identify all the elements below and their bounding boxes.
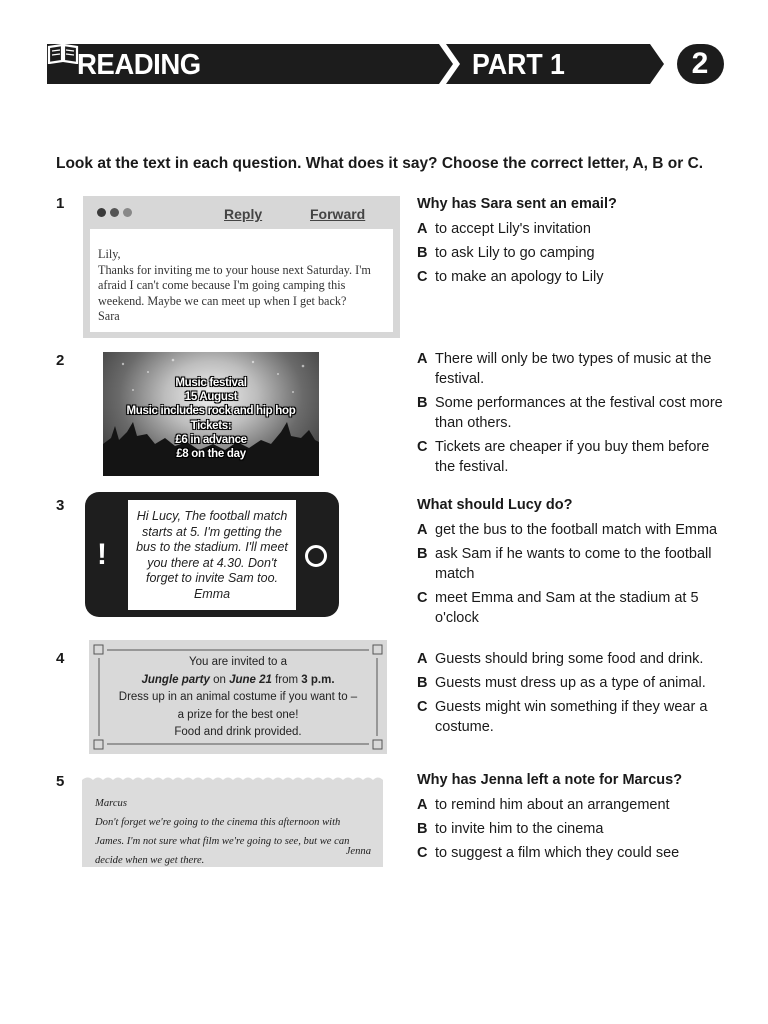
window-dot-icon xyxy=(123,208,132,217)
answer-options xyxy=(417,219,727,291)
poster-line: 15 August xyxy=(184,391,238,404)
note-signature: Jenna xyxy=(345,846,371,857)
option-c[interactable]: C Tickets are cheaper if you buy them before the festival. xyxy=(417,439,710,475)
note-torn-edge xyxy=(82,774,383,784)
section-banner xyxy=(47,44,724,84)
note-text xyxy=(95,794,371,870)
invite-line-4: a prize for the best one! xyxy=(177,708,299,721)
invite-line-3: Dress up in an animal costume if you want to – xyxy=(118,691,358,703)
question-prompt: Why has Jenna left a note for Marcus? xyxy=(417,772,683,788)
option-a[interactable]: A There will only be two types of music at the festival. xyxy=(417,351,712,387)
forward-link[interactable]: Forward xyxy=(310,206,366,222)
question-number: 3 xyxy=(56,497,65,514)
question-number: 5 xyxy=(56,773,65,790)
option-c[interactable]: C to make an apology to Lily xyxy=(417,269,604,285)
message-body: Hi Lucy, The football match starts at 5. I'm getting the bus to the stadium. I'll meet you there at 4.30. Don't forget to invite Sam too. xyxy=(136,509,288,585)
option-a[interactable]: A to remind him about an arrangement xyxy=(417,797,670,813)
poster-line: £8 on the day xyxy=(176,448,246,461)
note-greeting: Marcus xyxy=(95,798,127,809)
option-b[interactable]: B ask Sam if he wants to come to the football match xyxy=(417,546,712,582)
poster-line: Music includes rock and hip hop xyxy=(126,405,296,418)
option-a[interactable]: A Guests should bring some food and drink. xyxy=(417,651,704,667)
invite-line-1: You are invited to a xyxy=(188,656,288,668)
handwritten-note xyxy=(82,774,383,867)
question-number: 2 xyxy=(56,352,65,369)
question-prompt: Why has Sara sent an email? xyxy=(417,196,617,212)
invite-line-5: Food and drink provided. xyxy=(174,726,302,738)
invitation-text xyxy=(89,654,387,742)
option-b[interactable]: B to ask Lily to go camping xyxy=(417,245,595,261)
message-signature: Emma xyxy=(193,586,231,601)
festival-poster xyxy=(103,352,319,476)
email-signature: Sara xyxy=(98,309,120,323)
option-c[interactable]: C Guests might win something if they wear a costume. xyxy=(417,699,708,735)
poster-line: £6 in advance xyxy=(175,433,247,446)
part-number: 2 xyxy=(691,47,709,80)
option-c[interactable]: C to suggest a film which they could see xyxy=(417,845,680,861)
option-a[interactable]: A to accept Lily's invitation xyxy=(417,221,591,237)
answer-options xyxy=(417,349,727,481)
party-date: June 21 xyxy=(229,673,272,686)
window-dot-icon xyxy=(110,208,119,217)
part-label: PART 1 xyxy=(472,49,565,81)
instructions: Look at the text in each question. What does it say? Choose the correct letter, A, B or C. xyxy=(56,155,704,172)
reply-link[interactable]: Reply xyxy=(224,206,263,222)
answer-options xyxy=(417,520,727,632)
poster-text xyxy=(103,376,319,461)
open-book-icon xyxy=(47,44,79,64)
phone-message xyxy=(85,492,339,617)
option-b[interactable]: B Some performances at the festival cost more than others. xyxy=(417,395,723,431)
option-a[interactable]: A get the bus to the football match with Emma xyxy=(417,522,718,538)
text-message xyxy=(134,509,290,602)
question-number: 1 xyxy=(56,195,65,212)
note-message: Don't forget we're going to the cinema this afternoon with James. I'm not sure what film we're going to see, but we can decide when we get there. xyxy=(95,817,350,866)
question-prompt: What should Lucy do? xyxy=(417,497,573,513)
answer-options xyxy=(417,795,727,867)
email-text xyxy=(98,247,390,325)
email-message: Thanks for inviting me to your house next Saturday. I'm afraid I can't come because I'm going camping this weekend. Maybe we can meet up when I get back? xyxy=(98,262,371,308)
option-b[interactable]: B to invite him to the cinema xyxy=(417,821,604,837)
poster-line: Tickets: xyxy=(190,419,232,432)
question-number: 4 xyxy=(56,650,65,667)
option-b[interactable]: B Guests must dress up as a type of animal. xyxy=(417,675,706,691)
party-invitation xyxy=(89,640,387,754)
party-time: 3 p.m. xyxy=(301,673,335,686)
email-window xyxy=(83,196,400,338)
phone-screen xyxy=(128,500,296,610)
alert-icon: ! xyxy=(97,538,107,571)
email-greeting: Lily, xyxy=(98,247,121,261)
option-c[interactable]: C meet Emma and Sam at the stadium at 5 o'clock xyxy=(417,590,699,626)
answer-options xyxy=(417,649,727,741)
section-title: READING xyxy=(77,49,201,81)
window-dot-icon xyxy=(97,208,106,217)
party-name: Jungle party xyxy=(141,673,210,686)
home-button-icon xyxy=(305,545,327,567)
poster-line: Music festival xyxy=(175,377,247,389)
invite-line-2: Jungle party on June 21 from 3 p.m. xyxy=(141,673,335,686)
